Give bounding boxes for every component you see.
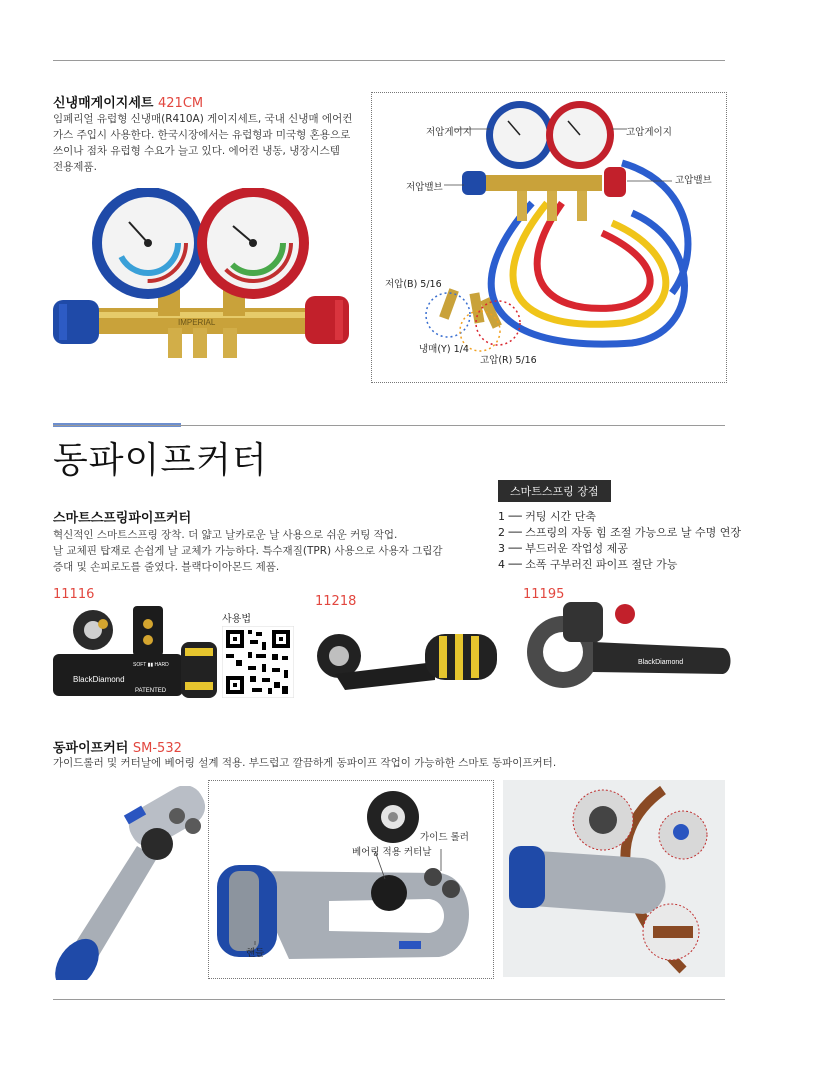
sm532-heading — [53, 737, 182, 756]
sm532-photo — [47, 786, 215, 980]
cutter-brand: BlackDiamond — [73, 675, 125, 684]
gauge-set-heading — [53, 92, 203, 111]
bottom-divider — [53, 999, 725, 1000]
label-low-valve: 저압밸브 — [406, 182, 443, 193]
soft-hard-text: SOFT ▮▮ HARD — [133, 662, 169, 668]
label-high-valve: 고압밸브 — [675, 175, 712, 186]
cutter-11116-photo — [53, 604, 218, 700]
sm532-code: SM-532 — [132, 741, 182, 756]
section-divider — [53, 425, 725, 426]
desc-line: 쓰이나 점차 유럽형 수요가 늘고 있다. 에어컨 냉동, 냉장시스템 — [53, 145, 340, 157]
product-code-11218: 11218 — [315, 594, 357, 609]
label-handle: 핸들 — [246, 948, 265, 959]
desc-line: 날 교체핀 탑재로 손쉽게 날 교체가 가능하다. 특수재질(TPR) 사용으로 사용자 그립감 — [53, 545, 443, 557]
sm532-usage-illustration — [503, 780, 725, 977]
label-high-gauge: 고압게이지 — [626, 127, 672, 138]
qr-code-icon[interactable] — [222, 626, 294, 698]
label-bearing-blade: 베어링 적용 커터날 — [352, 847, 432, 858]
product-code-11116: 11116 — [53, 587, 95, 602]
label-high-r: 고압(R) 5/16 — [480, 355, 537, 366]
gauge-set-title: 신냉매게이지세트 — [53, 96, 154, 111]
desc-line: 임페리얼 유럽형 신냉매(R410A) 게이지세트, 국내 신냉매 에어컨 — [53, 113, 353, 125]
qr-label: 사용법 — [222, 614, 251, 625]
feature-item: 2 ── 스프링의 자동 힘 조절 가능으로 날 수명 연장 — [498, 526, 741, 539]
pipe-cutter-title: 동파이프커터 — [53, 440, 268, 481]
feature-item: 4 ── 소폭 구부러진 파이프 절단 가능 — [498, 558, 678, 571]
sm532-title: 동파이프커터 — [53, 741, 129, 756]
desc-line: 혁신적인 스마트스프링 장착. 더 얇고 날카로운 날 사용으로 쉬운 커팅 작업. — [53, 529, 398, 541]
label-guide-roller: 가이드 롤러 — [420, 832, 469, 843]
label-low-gauge: 저압게이지 — [426, 127, 472, 138]
feature-item: 3 ── 부드러운 작업성 제공 — [498, 542, 628, 555]
label-refrigerant-y: 냉매(Y) 1/4 — [419, 344, 469, 355]
manifold-brand: IMPERIAL — [178, 318, 216, 327]
gauge-set-photo — [53, 188, 353, 368]
cutter-11195-photo — [523, 602, 733, 692]
desc-line: 가스 주입시 사용한다. 한국시장에서는 유럽형과 미국형 혼용으로 — [53, 129, 351, 141]
sm532-description: 가이드롤러 및 커터날에 베어링 설계 적용. 부드럽고 깔끔하게 동파이프 작업이 가능하한 스마토 동파이프커터. — [53, 757, 557, 769]
cutter-brand: BlackDiamond — [638, 659, 684, 666]
top-divider — [53, 60, 725, 61]
smart-spring-description — [53, 527, 473, 575]
label-low-b: 저압(B) 5/16 — [385, 279, 442, 290]
gauge-set-code: 421CM — [158, 96, 204, 111]
smart-spring-subtitle: 스마트스프링파이프커터 — [53, 511, 192, 526]
patented-text: PATENTED — [135, 688, 167, 694]
desc-line: 증대 및 손피로도를 줄였다. 블랙다이아몬드 제품. — [53, 561, 280, 573]
feature-item: 1 ── 커팅 시간 단축 — [498, 510, 596, 523]
product-code-11195: 11195 — [523, 587, 565, 602]
smart-spring-badge: 스마트스프링 장점 — [498, 480, 611, 502]
cutter-11218-photo — [315, 614, 500, 704]
desc-line: 전용제품. — [53, 161, 97, 173]
gauge-set-description — [53, 111, 353, 175]
